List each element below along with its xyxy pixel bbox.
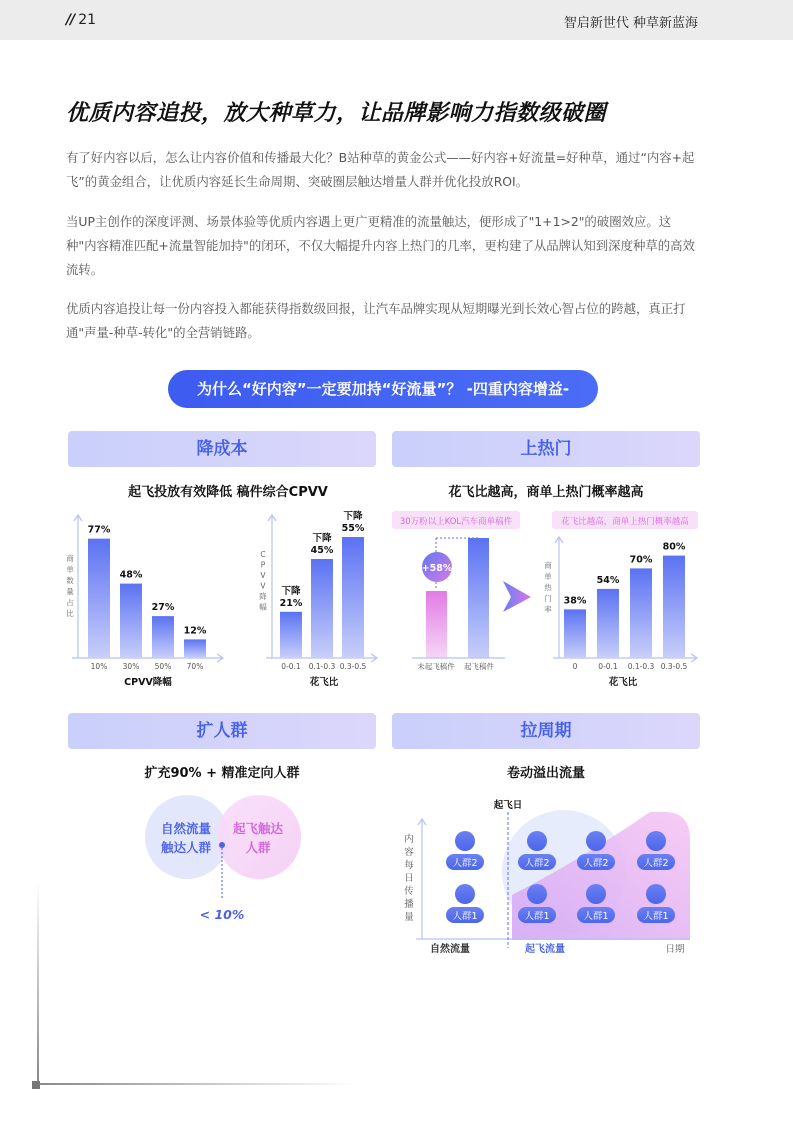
person-icon	[527, 831, 547, 851]
x-boost-label: 起飞流量	[525, 944, 565, 955]
corner-decoration-vertical	[37, 880, 39, 1085]
person-icon	[646, 831, 666, 851]
label-no-boost: 未起飞稿件	[417, 662, 455, 671]
c3-value-label-3: 80%	[662, 541, 686, 553]
header-slogan: 智启新世代 种草新蓝海	[563, 16, 698, 31]
overlap-value: < 10%	[199, 907, 245, 922]
person-label: 人群2	[643, 858, 669, 869]
person-icon	[586, 884, 606, 904]
tag-ratio-text: 花飞比越高，商单上热门概率越高	[561, 517, 689, 527]
c1-ylabel-char: 数	[66, 576, 74, 585]
corner-decoration-square	[32, 1081, 40, 1089]
chart3	[544, 542, 687, 688]
c1-value-label-2: 27%	[151, 602, 175, 614]
person-icon	[455, 831, 475, 851]
person-label: 人群1	[643, 911, 669, 922]
c2-ylabel-char: P	[260, 560, 266, 570]
subtitle-hot: 花飞比越高，商单上热门概率越高	[448, 485, 644, 500]
person-icon	[586, 831, 606, 851]
c2-ylabel-char: V	[260, 581, 266, 591]
c2-value-label-2: 下降	[343, 511, 363, 522]
c2-value-label-2: 55%	[341, 523, 365, 534]
c3-ylabel-char: 热	[544, 583, 552, 592]
label-boost: 起飞稿件	[464, 662, 494, 671]
c1-tick-2: 50%	[154, 662, 172, 671]
c2-bar-1	[311, 559, 333, 658]
c2-value-label-0: 21%	[279, 597, 303, 609]
c2-tick-0: 0-0.1	[281, 662, 301, 671]
period-ylabel-char: 每	[404, 860, 414, 871]
c3-tick-1: 0-0.1	[598, 662, 618, 671]
c3-tick-2: 0.1-0.3	[627, 662, 655, 671]
chart1	[66, 525, 207, 688]
c3-ylabel-char: 商	[544, 561, 552, 570]
c2-value-label-1: 45%	[310, 545, 334, 556]
c3-value-label-2: 70%	[629, 554, 653, 566]
c2-tick-2: 0.3-0.5	[339, 662, 367, 671]
subtitle-period: 卷动溢出流量	[506, 766, 585, 781]
c2-bar-2	[342, 537, 364, 658]
circle-boost	[217, 795, 301, 879]
c1-xlabel: CPVV降幅	[124, 677, 172, 688]
c2-value-label-0: 下降	[281, 585, 301, 597]
person-icon	[646, 884, 666, 904]
period-ylabel-char: 内	[404, 834, 414, 845]
c3-xlabel: 花飞比	[608, 677, 638, 688]
x-axis-label: 日期	[665, 944, 685, 955]
c1-tick-1: 30%	[122, 662, 140, 671]
overlap-dot	[219, 842, 225, 848]
circle-natural	[145, 795, 229, 879]
c1-tick-0: 10%	[90, 662, 108, 671]
c1-ylabel-char: 占	[66, 598, 74, 607]
intro-paragraph-1: 有了好内容以后，怎么让内容价值和传播最大化？B站种草的黄金公式——好内容+好流量=好种草，通过“内容+起飞”的黄金组合，让优质内容延长生命周期、突破圈层触达增量人群并优化投放ROI。	[66, 150, 695, 189]
bar-boost	[468, 538, 489, 658]
circle-boost-line1: 起飞触达	[232, 821, 284, 836]
c1-bar-1	[120, 584, 142, 658]
c3-tick-0: 0	[572, 662, 578, 671]
corner-decoration-horizontal	[37, 1083, 357, 1085]
c1-bar-2	[152, 616, 174, 658]
person-label: 人群2	[452, 858, 478, 869]
period-ylabel-char: 日	[404, 873, 414, 884]
circle-natural-line1: 自然流量	[160, 821, 212, 836]
person-label: 人群2	[583, 858, 609, 869]
c3-bar-0	[564, 609, 586, 658]
c3-bar-2	[630, 568, 652, 658]
c1-value-label-1: 48%	[119, 569, 143, 581]
period-ylabel-char: 量	[404, 912, 414, 923]
c3-bar-3	[663, 556, 685, 658]
c2-xlabel: 花飞比	[309, 677, 339, 688]
circle-boost-line2: 人群	[245, 840, 271, 855]
arrow-right-icon	[503, 581, 531, 612]
c2-tick-1: 0.1-0.3	[308, 662, 336, 671]
person-label: 人群1	[452, 911, 478, 922]
heading-period: 拉周期	[392, 713, 700, 749]
c1-value-label-0: 77%	[87, 524, 111, 536]
c1-ylabel-char: 单	[66, 565, 74, 574]
subtitle-cost: 起飞投放有效降低 稿件综合CPVV	[128, 485, 328, 500]
c1-ylabel-char: 商	[66, 554, 74, 563]
c3-ylabel-char: 门	[544, 594, 552, 603]
intro-paragraph-3: 优质内容追投让每一份内容投入都能获得指数级回报，让汽车品牌实现从短期曝光到长效心智占位的跨越，真正打通"声量-种草-转化"的全营销链路。	[66, 301, 686, 340]
circle-natural-line2: 触达人群	[160, 840, 212, 855]
c1-bar-3	[184, 639, 206, 658]
c3-bar-1	[597, 589, 619, 658]
c1-ylabel-char: 量	[66, 587, 74, 596]
person-icon	[455, 884, 475, 904]
c2-value-label-1: 下降	[312, 533, 332, 544]
section-banner: 为什么“好内容”一定要加持“好流量”？ -四重内容增益-	[168, 370, 598, 408]
bar-no-boost	[426, 591, 447, 658]
c2-ylabel-char: 降	[259, 592, 267, 601]
period-ylabel-char: 容	[404, 847, 414, 858]
c2-ylabel-char: V	[260, 571, 266, 580]
c2-bar-0	[280, 612, 302, 658]
c1-bar-0	[88, 539, 110, 658]
c3-value-label-1: 54%	[596, 574, 620, 586]
heading-hot: 上热门	[392, 431, 700, 467]
chart2	[259, 510, 366, 688]
heading-cost: 降成本	[68, 431, 376, 467]
person-label: 人群1	[524, 911, 550, 922]
c1-value-label-3: 12%	[183, 625, 207, 637]
x-natural-label: 自然流量	[430, 944, 470, 955]
c1-tick-3: 70%	[186, 662, 204, 671]
c3-value-label-0: 38%	[563, 595, 587, 607]
c3-tick-3: 0.3-0.5	[660, 662, 688, 671]
tag-kol-text: 30万粉以上KOL汽车商单稿件	[399, 517, 513, 527]
person-label: 人群2	[524, 858, 550, 869]
page-title: 优质内容追投，放大种草力，让品牌影响力指数级破圈	[66, 101, 607, 126]
c1-ylabel-char: 比	[66, 609, 74, 618]
page-number: // 21	[66, 12, 97, 28]
c3-ylabel-char: 率	[544, 605, 552, 614]
intro-paragraph-2: 当UP主创作的深度评测、场景体验等优质内容遇上更广更精准的流量触达，便形成了"1+1>2"的破圈效应。这种"内容精准匹配+流量智能加持"的闭环，不仅大幅提升内容上热门的几率，更构建了从品牌认知到深度种草的高效流转。	[66, 214, 695, 277]
period-ylabel-char: 播	[404, 899, 414, 910]
person-icon	[527, 884, 547, 904]
launch-label: 起飞日	[493, 800, 523, 811]
period-ylabel-char: 传	[404, 886, 414, 897]
uplift-value: +58%	[421, 563, 453, 574]
person-label: 人群1	[583, 911, 609, 922]
heading-expand: 扩人群	[68, 713, 376, 749]
c2-ylabel-char: C	[260, 550, 266, 559]
c2-ylabel-char: 幅	[259, 602, 267, 612]
subtitle-expand: 扩充90% + 精准定向人群	[144, 766, 300, 781]
c3-ylabel-char: 单	[544, 572, 552, 581]
